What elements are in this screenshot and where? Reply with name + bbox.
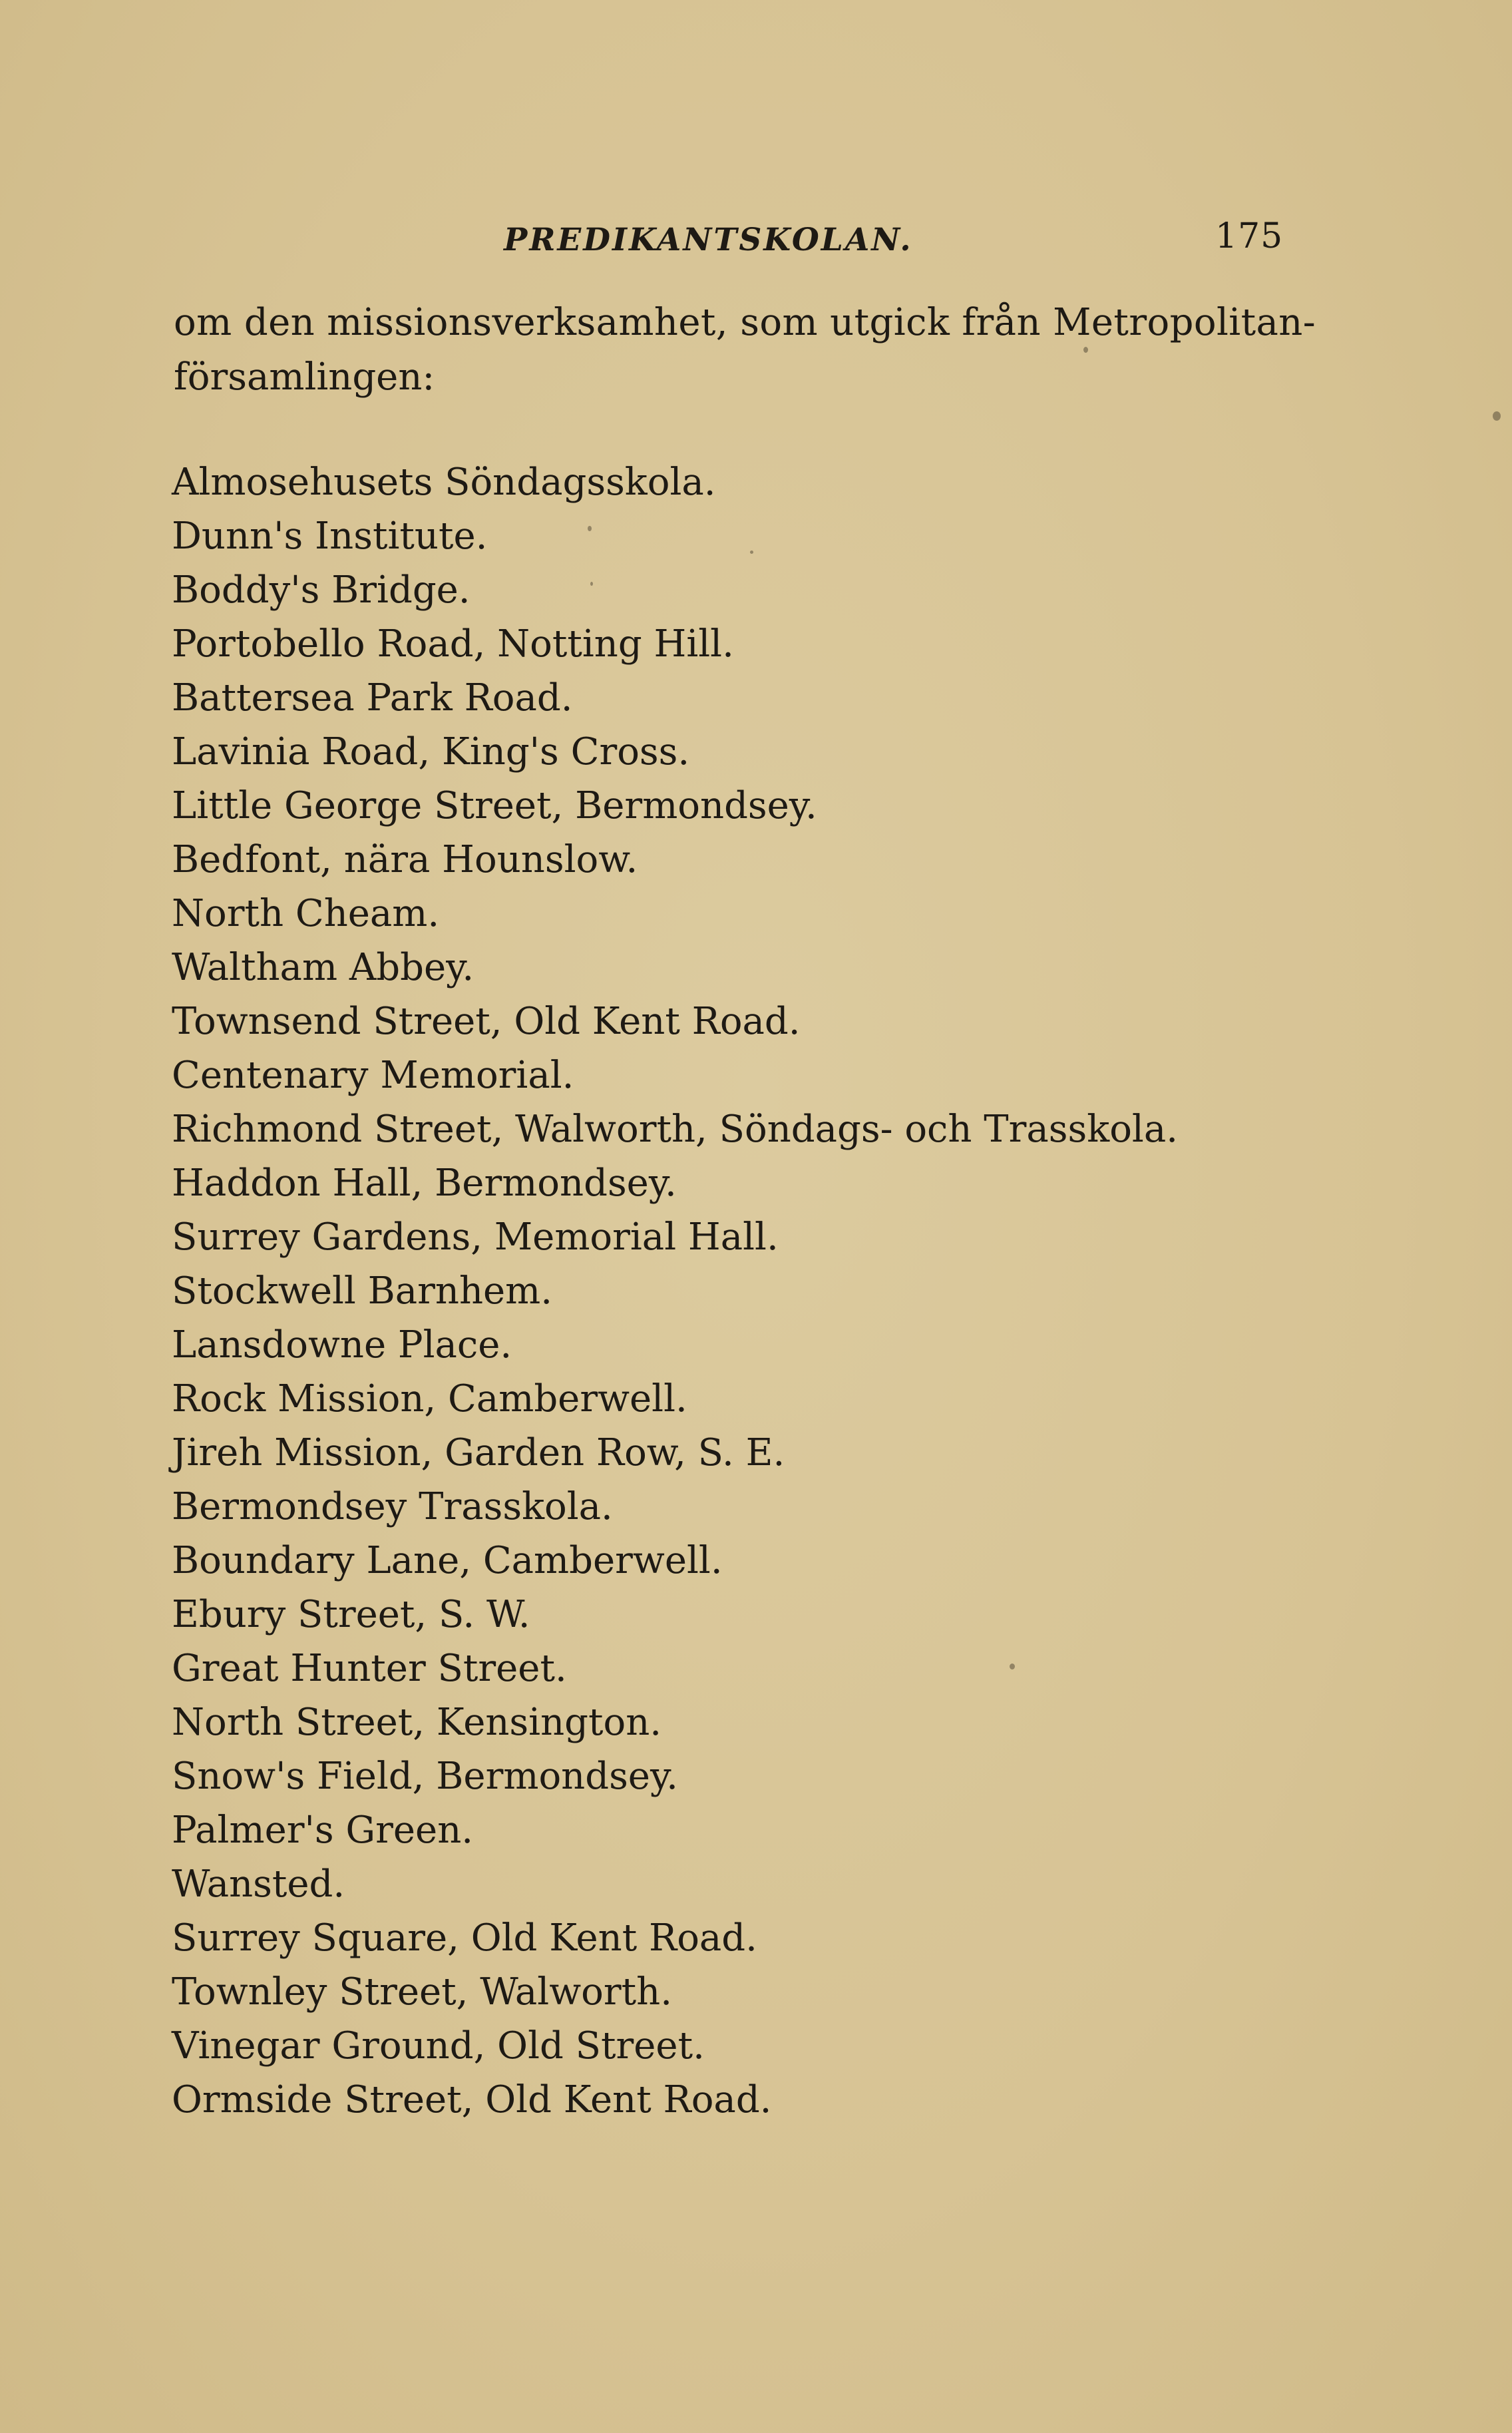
list-item: Ebury Street, S. W. bbox=[172, 1593, 530, 1636]
paper-speck bbox=[1010, 1663, 1015, 1669]
list-item: North Cheam. bbox=[172, 892, 440, 935]
list-item: Centenary Memorial. bbox=[172, 1054, 574, 1097]
list-item: Richmond Street, Walworth, Söndags- och Trasskola. bbox=[172, 1108, 1178, 1151]
mission-station-list bbox=[172, 455, 1178, 2127]
list-item: Little George Street, Bermondsey. bbox=[172, 784, 817, 827]
list-item: Wansted. bbox=[172, 1863, 345, 1906]
list-item: Almosehusets Söndagsskola. bbox=[172, 461, 716, 504]
list-item: Waltham Abbey. bbox=[172, 946, 474, 989]
list-item: Ormside Street, Old Kent Road. bbox=[172, 2078, 772, 2121]
list-item: Bermondsey Trasskola. bbox=[172, 1485, 613, 1528]
list-item: Boundary Lane, Camberwell. bbox=[172, 1539, 723, 1582]
running-title: PREDIKANTSKOLAN. bbox=[504, 222, 913, 258]
list-item: Rock Mission, Camberwell. bbox=[172, 1377, 687, 1421]
intro-paragraph bbox=[174, 296, 1316, 405]
list-item: Bedfont, nära Hounslow. bbox=[172, 838, 638, 881]
list-item: Lavinia Road, King's Cross. bbox=[172, 730, 690, 774]
list-item: Battersea Park Road. bbox=[172, 676, 573, 720]
list-item: Great Hunter Street. bbox=[172, 1647, 567, 1690]
intro-line: församlingen: bbox=[174, 355, 435, 399]
list-item: Lansdowne Place. bbox=[172, 1323, 512, 1367]
list-item: Townsend Street, Old Kent Road. bbox=[172, 1000, 801, 1043]
paper-speck bbox=[1083, 347, 1088, 353]
list-item: Surrey Gardens, Memorial Hall. bbox=[172, 1216, 779, 1259]
list-item: Snow's Field, Bermondsey. bbox=[172, 1755, 678, 1798]
list-item: Surrey Square, Old Kent Road. bbox=[172, 1916, 757, 1960]
list-item: Jireh Mission, Garden Row, S. E. bbox=[172, 1431, 785, 1474]
list-item: Vinegar Ground, Old Street. bbox=[172, 2024, 705, 2068]
list-item: Dunn's Institute. bbox=[172, 515, 488, 558]
list-item: Palmer's Green. bbox=[172, 1809, 474, 1852]
paper-speck bbox=[588, 526, 592, 531]
list-item: Portobello Road, Notting Hill. bbox=[172, 622, 734, 666]
paper-speck bbox=[1493, 411, 1501, 421]
page-number: 175 bbox=[1215, 216, 1284, 256]
paper-speck bbox=[590, 582, 593, 586]
list-item: North Street, Kensington. bbox=[172, 1701, 662, 1744]
intro-line: om den missionsverksamhet, som utgick från Metropolitan- bbox=[174, 301, 1316, 344]
list-item: Stockwell Barnhem. bbox=[172, 1269, 553, 1313]
paper-speck bbox=[750, 551, 753, 554]
list-item: Townley Street, Walworth. bbox=[172, 1970, 673, 2014]
list-item: Haddon Hall, Bermondsey. bbox=[172, 1162, 677, 1205]
list-item: Boddy's Bridge. bbox=[172, 568, 471, 612]
